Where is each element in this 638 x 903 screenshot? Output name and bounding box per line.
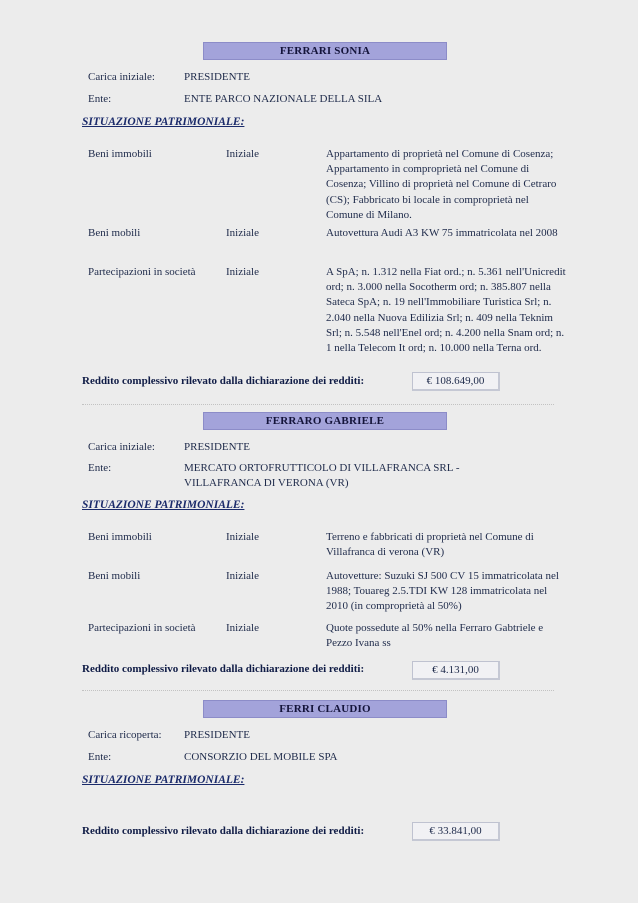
section-title: SITUAZIONE PATRIMONIALE:: [82, 499, 245, 511]
ente-label: Ente:: [88, 462, 112, 474]
reddito-label: Reddito complessivo rilevato dalla dichiarazione dei redditi:: [82, 663, 365, 675]
ente-value: ENTE PARCO NAZIONALE DELLA SILA: [184, 93, 383, 105]
reddito-value: € 33.841,00: [412, 822, 500, 841]
asset-description: Autovetture: Suzuki SJ 500 CV 15 immatricolata nel 1988; Touareg 2.5.TDI KW 128 immatricolata nel 2010 (in comproprietà al 50%): [326, 570, 559, 613]
asset-type: Iniziale: [226, 570, 259, 582]
carica-label: Carica iniziale:: [88, 441, 155, 453]
section-title: SITUAZIONE PATRIMONIALE:: [82, 116, 245, 128]
ente-value: CONSORZIO DEL MOBILE SPA: [184, 751, 338, 763]
record-divider: [82, 404, 554, 405]
ente-label: Ente:: [88, 93, 112, 105]
asset-category: Beni immobili: [88, 148, 152, 160]
asset-type: Iniziale: [226, 622, 259, 634]
asset-category: Partecipazioni in società: [88, 266, 196, 278]
asset-category: Beni mobili: [88, 227, 141, 239]
person-name-bar: FERRARI SONIA: [203, 42, 447, 60]
carica-value: PRESIDENTE: [184, 71, 250, 83]
asset-type: Iniziale: [226, 148, 259, 160]
person-name-bar: FERRI CLAUDIO: [203, 700, 447, 718]
asset-description: A SpA; n. 1.312 nella Fiat ord.; n. 5.361 nell'Unicredit ord; n. 3.000 nella Socotherm ord; n. 385.807 nella Sateca SpA; n. 19 nell'Immobiliare Turistica Srl; n. 2.040 nella Nuova Edilizia Srl; n. 409 nella Teknim Srl; n. 5.548 nell'Enel ord; n. 4.200 nella Snam ord; n. 1 nella Telecom It ord; n. 10.000 nella Terna ord.: [326, 266, 566, 355]
asset-category: Partecipazioni in società: [88, 622, 196, 634]
carica-value: PRESIDENTE: [184, 441, 250, 453]
asset-description: Autovettura Audi A3 KW 75 immatricolata nel 2008: [326, 227, 558, 239]
asset-type: Iniziale: [226, 266, 259, 278]
carica-value: PRESIDENTE: [184, 729, 250, 741]
asset-description: Terreno e fabbricati di proprietà nel Comune di Villafranca di verona (VR): [326, 531, 534, 559]
asset-category: Beni immobili: [88, 531, 152, 543]
asset-type: Iniziale: [226, 227, 259, 239]
asset-description: Appartamento di proprietà nel Comune di Cosenza; Appartamento in comproprietà nel Comune di Cosenza; Villino di proprietà nel Comune di Cetraro (CS); Fabbricato bi locale in comproprietà nel Comune di Milano.: [326, 148, 557, 221]
reddito-label: Reddito complessivo rilevato dalla dichiarazione dei redditi:: [82, 375, 365, 387]
carica-label: Carica iniziale:: [88, 71, 155, 83]
person-name-bar: FERRARO GABRIELE: [203, 412, 447, 430]
reddito-value: € 108.649,00: [412, 372, 500, 391]
ente-label: Ente:: [88, 751, 112, 763]
section-title: SITUAZIONE PATRIMONIALE:: [82, 774, 245, 786]
asset-type: Iniziale: [226, 531, 259, 543]
ente-value: MERCATO ORTOFRUTTICOLO DI VILLAFRANCA SRL - VILLAFRANCA DI VERONA (VR): [184, 462, 460, 490]
carica-label: Carica ricoperta:: [88, 729, 162, 741]
reddito-label: Reddito complessivo rilevato dalla dichiarazione dei redditi:: [82, 825, 365, 837]
record-divider: [82, 690, 554, 691]
asset-category: Beni mobili: [88, 570, 141, 582]
asset-description: Quote possedute al 50% nella Ferraro Gabtriele e Pezzo Ivana ss: [326, 622, 544, 650]
reddito-value: € 4.131,00: [412, 661, 500, 680]
